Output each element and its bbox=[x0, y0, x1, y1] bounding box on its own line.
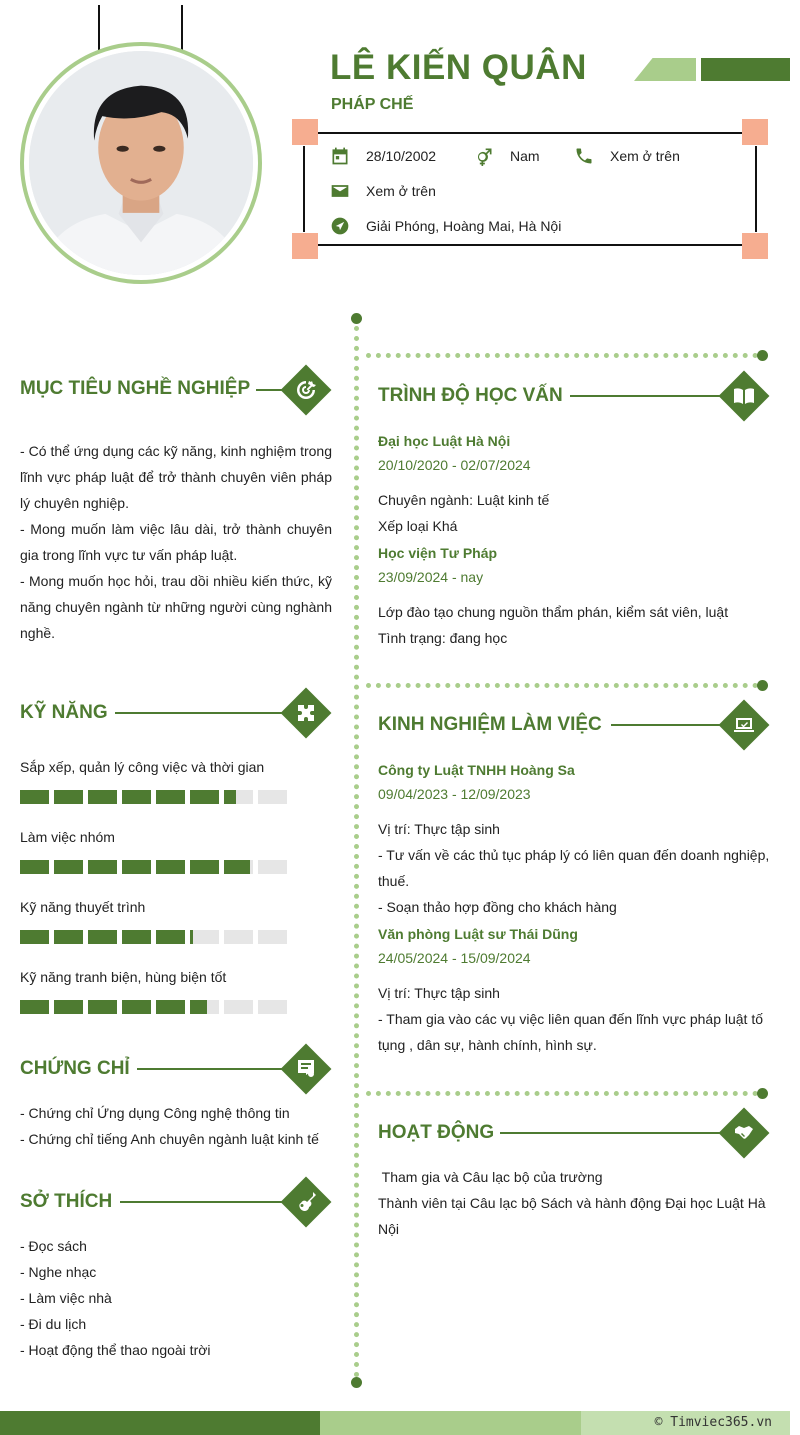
skill-bar-fill bbox=[156, 1000, 185, 1014]
skill-bar-fill bbox=[54, 1000, 83, 1014]
skill-bar-segment bbox=[20, 1000, 49, 1014]
certificates-title: CHỨNG CHỈ bbox=[20, 1058, 130, 1079]
skill-bar-fill bbox=[156, 860, 185, 874]
phone-item bbox=[574, 146, 680, 166]
activity-line: Tham gia và Câu lạc bộ của trường bbox=[378, 1169, 603, 1185]
skill-bar-fill bbox=[156, 930, 185, 944]
hobbies-badge bbox=[281, 1177, 331, 1227]
phone-text: Xem ở trên bbox=[610, 148, 680, 164]
skill-bar-segment bbox=[54, 790, 83, 804]
timeline-dot-bottom bbox=[351, 1377, 362, 1388]
skill-bar-fill bbox=[190, 930, 193, 944]
skill-bar-segment bbox=[156, 930, 185, 944]
education-badge bbox=[719, 371, 769, 421]
gender-item bbox=[474, 146, 540, 166]
skill-bar-segment bbox=[258, 860, 287, 874]
skill-bar-segment bbox=[20, 860, 49, 874]
skill-label: Làm việc nhóm bbox=[20, 829, 115, 845]
footer-bar-dark bbox=[0, 1411, 320, 1435]
skill-bar-segment bbox=[190, 860, 219, 874]
skill-label: Sắp xếp, quản lý công việc và thời gian bbox=[20, 759, 265, 775]
avatar-frame bbox=[20, 42, 262, 284]
skill-bar-segment bbox=[54, 930, 83, 944]
skill-bar-fill bbox=[88, 790, 117, 804]
photo-hanger-left bbox=[98, 5, 100, 51]
skill-bar-segment bbox=[122, 930, 151, 944]
activity-line: Thành viên tại Câu lạc bộ Sách và hành động Đại học Luật Hà Nội bbox=[378, 1195, 766, 1237]
objective-p3: - Mong muốn học hỏi, trau dồi nhiều kiến thức, kỹ năng chuyên ngành từ những người cùng nghành nghề. bbox=[20, 573, 332, 641]
skill-bar-fill bbox=[190, 1000, 207, 1014]
target-icon bbox=[294, 378, 318, 402]
violin-icon bbox=[294, 1190, 318, 1214]
candidate-role: PHÁP CHẾ bbox=[331, 96, 414, 113]
skill-bar-segment bbox=[88, 1000, 117, 1014]
education-detail: Lớp đào tạo chung nguồn thẩm phán, kiểm sát viên, luật bbox=[378, 604, 729, 620]
experience-company: Công ty Luật TNHH Hoàng Sa bbox=[378, 762, 575, 778]
handshake-icon bbox=[732, 1121, 756, 1145]
avatar bbox=[29, 51, 253, 275]
objective-p1: - Có thể ứng dụng các kỹ năng, kinh nghiệm trong lĩnh vực pháp luật để trở thành chuyên viên pháp lý chuyên nghiệp. bbox=[20, 443, 332, 511]
email-item bbox=[330, 181, 436, 201]
skill-bar-segment bbox=[258, 790, 287, 804]
skills-title: KỸ NĂNG bbox=[20, 702, 108, 723]
hobby-item: - Nghe nhạc bbox=[20, 1264, 97, 1280]
objective-p2: - Mong muốn làm việc lâu dài, trở thành chuyên gia trong lĩnh vực tư vấn pháp luật. bbox=[20, 521, 332, 563]
hobbies-title-line bbox=[120, 1201, 295, 1203]
skill-label: Kỹ năng thuyết trình bbox=[20, 899, 146, 915]
skill-bar-segment bbox=[156, 860, 185, 874]
skill-bar-fill bbox=[54, 790, 83, 804]
skill-bar-segment bbox=[54, 860, 83, 874]
skill-bar-fill bbox=[122, 1000, 151, 1014]
skill-bar-fill bbox=[156, 790, 185, 804]
experience-divider bbox=[366, 683, 758, 688]
experience-position: Vị trí: Thực tập sinh bbox=[378, 985, 500, 1001]
education-divider-dot bbox=[757, 350, 768, 361]
skill-bar bbox=[20, 930, 287, 944]
skill-bar-segment bbox=[122, 1000, 151, 1014]
skill-bar-segment bbox=[88, 930, 117, 944]
skills-badge bbox=[281, 688, 331, 738]
address-text: Giải Phóng, Hoàng Mai, Hà Nội bbox=[366, 218, 562, 234]
skill-bar-segment bbox=[88, 860, 117, 874]
objective-title: MỤC TIÊU NGHỀ NGHIỆP bbox=[20, 378, 251, 399]
skill-bar-fill bbox=[20, 930, 49, 944]
skill-bar-segment bbox=[190, 790, 219, 804]
corner-deco-tr bbox=[742, 119, 768, 145]
hobby-item: - Đi du lịch bbox=[20, 1316, 87, 1332]
skill-bar-segment bbox=[258, 1000, 287, 1014]
candidate-name: LÊ KIẾN QUÂN bbox=[330, 48, 587, 87]
skill-bar-segment bbox=[88, 790, 117, 804]
skill-bar-segment bbox=[190, 1000, 219, 1014]
photo-hanger-right bbox=[181, 5, 183, 51]
email-text: Xem ở trên bbox=[366, 183, 436, 199]
activities-title-line bbox=[500, 1132, 740, 1134]
hobby-item: - Hoạt động thể thao ngoài trời bbox=[20, 1342, 211, 1358]
footer-credit: © Timviec365.vn bbox=[581, 1411, 790, 1435]
activities-divider-dot bbox=[757, 1088, 768, 1099]
skill-bar-fill bbox=[122, 930, 151, 944]
corner-deco-bl bbox=[292, 233, 318, 259]
skill-bar-fill bbox=[122, 860, 151, 874]
skill-bar-fill bbox=[20, 1000, 49, 1014]
experience-position: Vị trí: Thực tập sinh bbox=[378, 821, 500, 837]
skill-bar-segment bbox=[224, 860, 253, 874]
education-school: Học viện Tư Pháp bbox=[378, 545, 498, 561]
skill-bar-fill bbox=[224, 790, 236, 804]
education-divider bbox=[366, 353, 758, 358]
experience-divider-dot bbox=[757, 680, 768, 691]
education-school: Đại học Luật Hà Nội bbox=[378, 433, 511, 449]
skill-bar-fill bbox=[88, 1000, 117, 1014]
corner-deco-br bbox=[742, 233, 768, 259]
email-icon bbox=[330, 181, 350, 201]
objective-badge bbox=[281, 365, 331, 415]
activities-divider bbox=[366, 1091, 758, 1096]
skill-bar-segment bbox=[224, 930, 253, 944]
location-icon bbox=[330, 216, 350, 236]
calendar-icon bbox=[330, 146, 350, 166]
laptop-check-icon bbox=[732, 713, 756, 737]
certificate-item: - Chứng chỉ Ứng dụng Công nghệ thông tin bbox=[20, 1105, 290, 1121]
skill-bar-fill bbox=[88, 930, 117, 944]
skill-bar-fill bbox=[20, 860, 49, 874]
skill-bar-segment bbox=[156, 1000, 185, 1014]
timeline-dot-top bbox=[351, 313, 362, 324]
corner-deco-tl bbox=[292, 119, 318, 145]
certificate-item: - Chứng chỉ tiếng Anh chuyên ngành luật kinh tế bbox=[20, 1131, 319, 1147]
skill-bar bbox=[20, 1000, 287, 1014]
activities-title: HOẠT ĐỘNG bbox=[378, 1122, 495, 1143]
skill-bar-segment bbox=[224, 1000, 253, 1014]
header-deco-dark bbox=[701, 58, 790, 81]
experience-title: KINH NGHIỆM LÀM VIỆC bbox=[378, 714, 602, 735]
certificate-icon bbox=[294, 1057, 318, 1081]
experience-date: 24/05/2024 - 15/09/2024 bbox=[378, 950, 531, 966]
birthday-item bbox=[330, 146, 436, 166]
education-title: TRÌNH ĐỘ HỌC VẤN bbox=[378, 385, 563, 406]
certificates-title-line bbox=[137, 1068, 295, 1070]
education-title-line bbox=[570, 395, 740, 397]
footer-bar-light bbox=[320, 1411, 581, 1435]
skill-bar bbox=[20, 790, 287, 804]
skill-bar-fill bbox=[190, 790, 219, 804]
skill-bar-segment bbox=[258, 930, 287, 944]
gender-text: Nam bbox=[510, 148, 540, 164]
experience-detail: - Tham gia vào các vụ việc liên quan đến lĩnh vực pháp luật tố tụng , dân sự, hành chính, hình sự. bbox=[378, 1011, 764, 1053]
skill-bar-segment bbox=[20, 930, 49, 944]
header-deco-light bbox=[634, 58, 696, 81]
education-date: 20/10/2020 - 02/07/2024 bbox=[378, 457, 531, 473]
birthday-text: 28/10/2002 bbox=[366, 148, 437, 164]
experience-detail: - Tư vấn về các thủ tục pháp lý có liên quan đến doanh nghiệp, thuế. bbox=[378, 847, 770, 889]
skill-bar-fill bbox=[122, 790, 151, 804]
experience-detail: - Soạn thảo hợp đồng cho khách hàng bbox=[378, 899, 617, 915]
skill-bar-fill bbox=[224, 860, 250, 874]
phone-icon bbox=[574, 146, 594, 166]
puzzle-icon bbox=[294, 701, 318, 725]
address-item bbox=[330, 216, 561, 236]
hobby-item: - Làm việc nhà bbox=[20, 1290, 112, 1306]
skill-bar-fill bbox=[88, 860, 117, 874]
skill-bar-segment bbox=[224, 790, 253, 804]
skill-bar-fill bbox=[20, 790, 49, 804]
activities-badge bbox=[719, 1108, 769, 1158]
experience-date: 09/04/2023 - 12/09/2023 bbox=[378, 786, 531, 802]
skill-bar-segment bbox=[20, 790, 49, 804]
book-icon bbox=[732, 384, 756, 408]
hobby-item: - Đọc sách bbox=[20, 1238, 87, 1254]
skill-bar-fill bbox=[190, 860, 219, 874]
skill-bar-segment bbox=[54, 1000, 83, 1014]
experience-company: Văn phòng Luật sư Thái Dũng bbox=[378, 926, 578, 942]
skill-bar-segment bbox=[190, 930, 219, 944]
skill-bar-segment bbox=[122, 860, 151, 874]
experience-badge bbox=[719, 700, 769, 750]
skill-bar-segment bbox=[122, 790, 151, 804]
gender-icon bbox=[474, 146, 494, 166]
skill-label: Kỹ năng tranh biện, hùng biện tốt bbox=[20, 969, 227, 985]
skills-title-line bbox=[115, 712, 295, 714]
avatar-photo bbox=[29, 51, 253, 275]
education-detail: Xếp loại Khá bbox=[378, 518, 458, 534]
education-date: 23/09/2024 - nay bbox=[378, 569, 484, 585]
education-detail: Chuyên ngành: Luật kinh tế bbox=[378, 492, 550, 508]
hobbies-title: SỞ THÍCH bbox=[20, 1191, 113, 1212]
education-detail: Tình trạng: đang học bbox=[378, 630, 508, 646]
skill-bar bbox=[20, 860, 287, 874]
skill-bar-segment bbox=[156, 790, 185, 804]
skill-bar-fill bbox=[54, 930, 83, 944]
certificates-badge bbox=[281, 1044, 331, 1094]
skill-bar-fill bbox=[54, 860, 83, 874]
timeline-vertical bbox=[354, 326, 359, 1378]
